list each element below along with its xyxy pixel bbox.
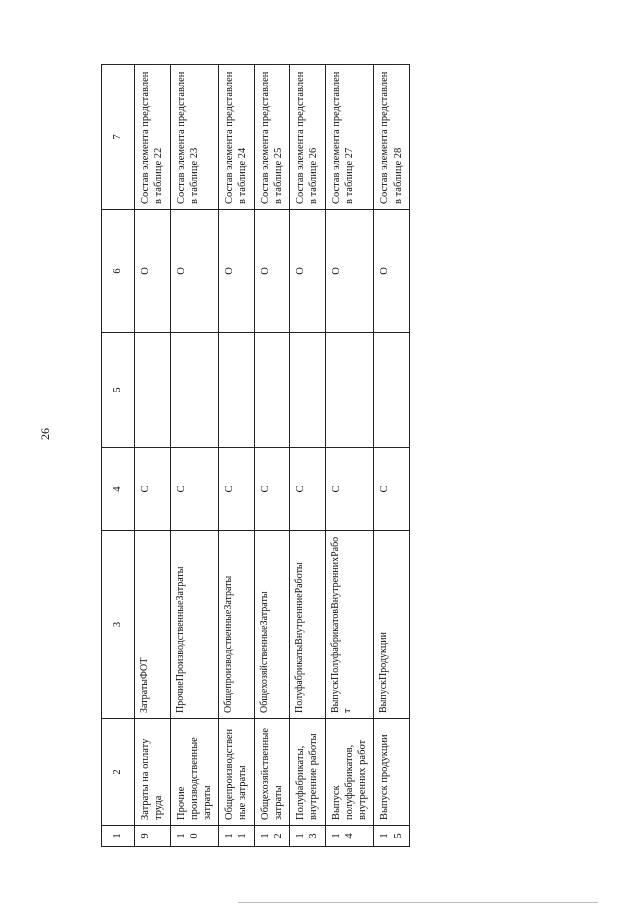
row-col6: О: [135, 210, 171, 333]
row-col6: О: [254, 210, 290, 333]
row-number: 15: [374, 826, 410, 847]
row-code: ПрочиеПроизводственныеЗатраты: [170, 531, 219, 719]
table-row: [135, 65, 171, 847]
row-col6: О: [219, 210, 255, 333]
row-number: 9: [135, 826, 171, 847]
header-row: [102, 65, 135, 847]
row-description: Состав элемента представлен в таблице 24: [219, 65, 255, 210]
row-col5: [254, 333, 290, 448]
bottom-rule: [238, 902, 598, 903]
table-row: [325, 65, 374, 847]
page-number: 26: [38, 428, 52, 440]
row-code: ОбщепроизводственныеЗатраты: [219, 531, 255, 719]
rotated-table-container: [101, 65, 410, 847]
row-name: Затраты на оплату труда: [135, 719, 171, 826]
row-code: ВыпускПродукции: [374, 531, 410, 719]
row-name: Выпуск продукции: [374, 719, 410, 826]
row-code: ЗатратыФОТ: [135, 531, 171, 719]
row-name: Общехозяйственные затраты: [254, 719, 290, 826]
header-cell-6: 6: [102, 210, 135, 333]
row-name: Общепроизводственные затраты: [219, 719, 255, 826]
row-name: Выпуск полуфабрикатов, внутренних работ: [325, 719, 374, 826]
header-cell-4: 4: [102, 448, 135, 531]
row-code: ВыпускПолуфабрикатовВнутреннихРабот: [325, 531, 374, 719]
header-cell-7: 7: [102, 65, 135, 210]
row-col4: С: [254, 448, 290, 531]
row-description: Состав элемента представлен в таблице 27: [325, 65, 374, 210]
row-description: Состав элемента представлен в таблице 22: [135, 65, 171, 210]
row-col6: О: [290, 210, 326, 333]
header-cell-5: 5: [102, 333, 135, 448]
row-code: ОбщехозяйственныеЗатраты: [254, 531, 290, 719]
row-name: Прочие производственные затраты: [170, 719, 219, 826]
header-cell-2: 2: [102, 719, 135, 826]
row-col5: [170, 333, 219, 448]
row-col4: С: [170, 448, 219, 531]
header-cell-1: 1: [102, 826, 135, 847]
row-number: 14: [325, 826, 374, 847]
row-description: Состав элемента представлен в таблице 28: [374, 65, 410, 210]
table-row: [254, 65, 290, 847]
row-number: 10: [170, 826, 219, 847]
row-col6: О: [374, 210, 410, 333]
row-col4: С: [374, 448, 410, 531]
row-col5: [219, 333, 255, 448]
table-row: [374, 65, 410, 847]
row-col6: О: [325, 210, 374, 333]
row-col4: С: [219, 448, 255, 531]
table-body: [102, 65, 410, 847]
row-col4: С: [325, 448, 374, 531]
table-row: [219, 65, 255, 847]
row-name: Полуфабрикаты, внутренние работы: [290, 719, 326, 826]
row-col5: [374, 333, 410, 448]
data-table: [101, 64, 410, 847]
row-description: Состав элемента представлен в таблице 26: [290, 65, 326, 210]
row-description: Состав элемента представлен в таблице 25: [254, 65, 290, 210]
row-col5: [135, 333, 171, 448]
row-col5: [290, 333, 326, 448]
header-cell-3: 3: [102, 531, 135, 719]
row-number: 11: [219, 826, 255, 847]
row-col6: О: [170, 210, 219, 333]
row-code: ПолуфабрикатыВнутренниеРаботы: [290, 531, 326, 719]
row-number: 13: [290, 826, 326, 847]
row-col5: [325, 333, 374, 448]
row-col4: С: [135, 448, 171, 531]
table-row: [170, 65, 219, 847]
row-col4: С: [290, 448, 326, 531]
row-number: 12: [254, 826, 290, 847]
row-description: Состав элемента представлен в таблице 23: [170, 65, 219, 210]
table-row: [290, 65, 326, 847]
